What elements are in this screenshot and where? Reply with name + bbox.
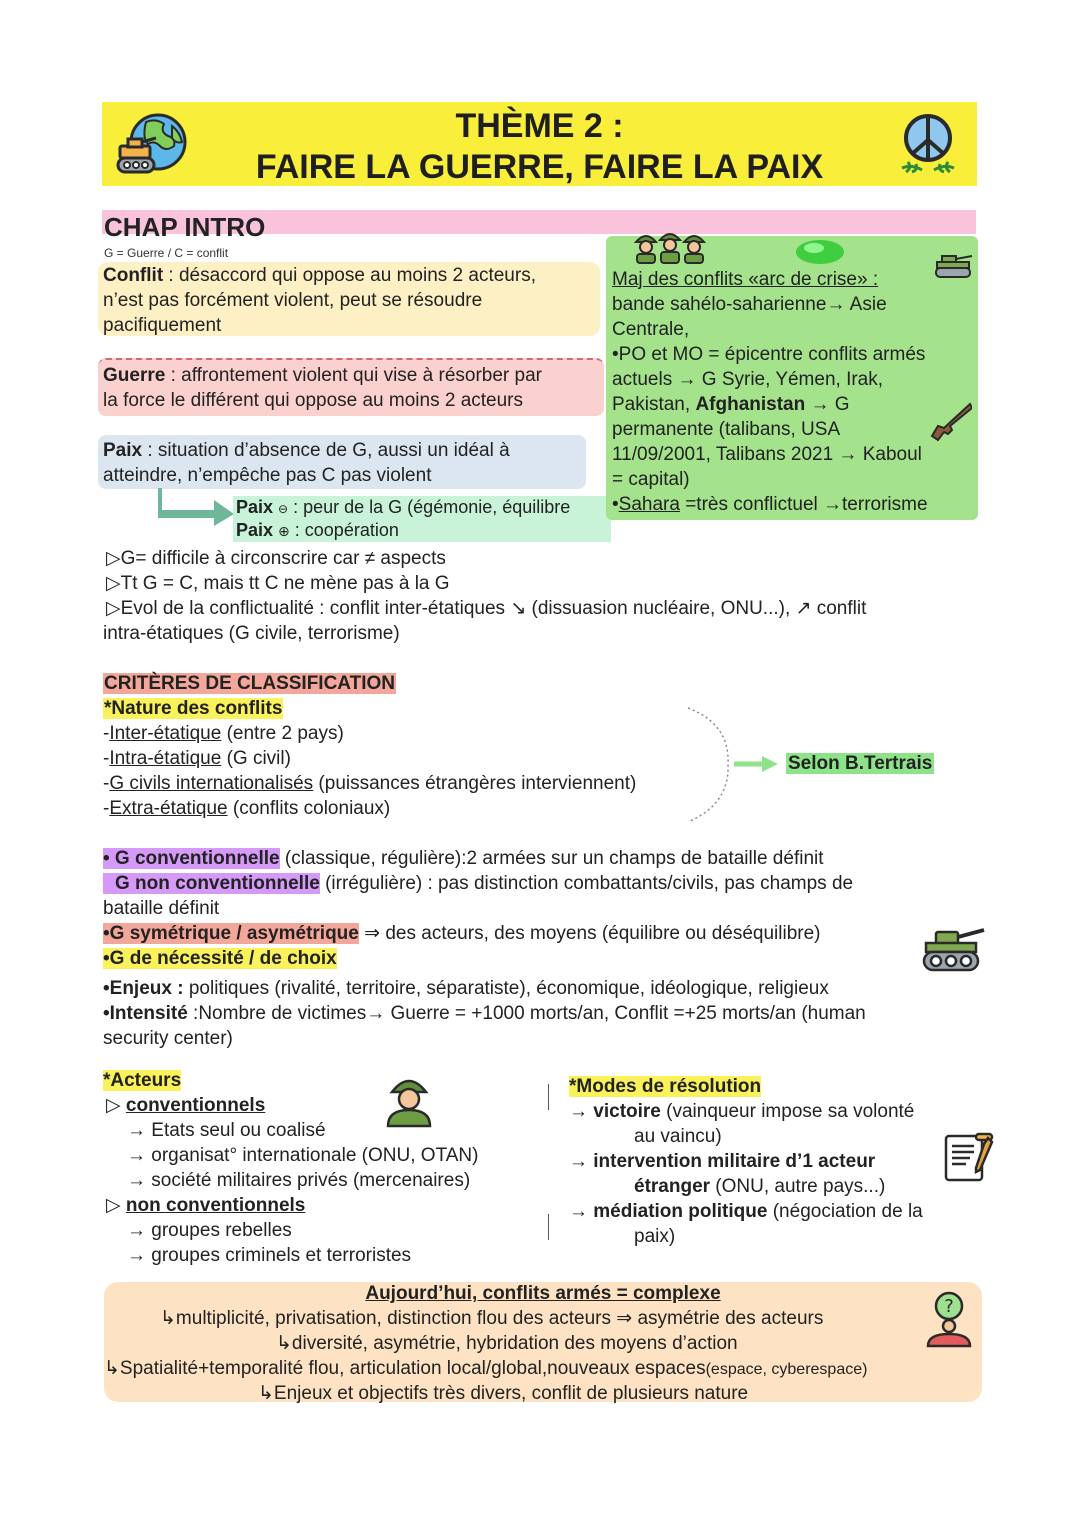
arc-line-7: permanente (talibans, USA	[612, 419, 841, 440]
nature-item-4: -Extra-étatique (conflits coloniaux)	[103, 798, 391, 819]
modes-1	[569, 1099, 914, 1124]
nature-item-1-text: (entre 2 pays)	[221, 723, 344, 744]
note-3-text: Evol de la conflictualité : conflit inter-étatiques ↘ (dissuasion nucléaire, ONU...), ↗ conflit	[120, 598, 867, 619]
criteria-title-text: CRITÈRES DE CLASSIFICATION	[104, 673, 395, 694]
modes-mediation: médiation politique	[593, 1201, 768, 1222]
today-line-3-small: (espace, cyberespace)	[705, 1361, 868, 1378]
conventional-war-line	[103, 846, 824, 871]
paix-text-1: : situation d’absence de G, aussi un idéal à	[142, 440, 510, 461]
hollow-triangle-icon: ▷	[106, 573, 121, 594]
necessity-war-term: •G de nécessité / de choix	[103, 948, 337, 969]
acteurs-c3: → société militaires privés (mercenaires)	[127, 1170, 471, 1191]
modes-title-text: *Modes de résolution	[569, 1076, 762, 1097]
criteria-title	[103, 671, 396, 696]
acteurs-conventional-label: conventionnels	[125, 1095, 266, 1116]
acteurs-c2: → organisat° internationale (ONU, OTAN)	[127, 1145, 479, 1166]
hollow-triangle-icon: ▷	[106, 548, 121, 569]
today-line-1: ↳multiplicité, privatisation, distinction flou des acteurs ⇒ asymétrie des acteurs	[160, 1308, 824, 1329]
today-title-text: Aujourd’hui, conflits armés = complexe	[365, 1283, 721, 1304]
nonconventional-war-term: G non conventionnelle	[103, 873, 320, 894]
sahara-underlined: Sahara	[618, 494, 680, 515]
conventional-war-text: (classique, régulière):2 armées sur un champs de bataille définit	[279, 848, 824, 869]
hollow-triangle-icon: ▷	[106, 598, 121, 619]
paix-definition-line1	[103, 438, 510, 463]
tank-icon	[934, 252, 974, 278]
intensite-line2: security center)	[103, 1028, 233, 1049]
conflit-definition-line3: pacifiquement	[103, 315, 222, 336]
arrow: →	[569, 1201, 594, 1222]
modes-3-text: (négociation de la	[767, 1201, 923, 1222]
globe-tank-icon	[116, 112, 192, 178]
arc-line-6c: → G	[805, 394, 850, 415]
necessity-war-line	[103, 946, 337, 971]
acteurs-conventional	[106, 1093, 265, 1118]
nature-item-1-term: Inter-étatique	[109, 723, 222, 744]
column-divider-bottom	[548, 1214, 549, 1240]
pushpin-icon	[790, 234, 848, 268]
conflit-term: Conflit	[103, 265, 164, 286]
paix-positive-text: : coopération	[289, 520, 399, 540]
modes-victoire: victoire	[593, 1101, 661, 1122]
svg-text:?: ?	[944, 1296, 954, 1317]
nature-item-2-term: Intra-étatique	[109, 748, 222, 769]
modes-2	[569, 1149, 875, 1174]
elbow-arrow-icon	[158, 488, 236, 526]
nature-item-3-text: (puissances étrangères interviennent)	[313, 773, 637, 794]
intensite-term: •Intensité	[103, 1003, 188, 1024]
intensite-line	[103, 1001, 866, 1026]
today-line-3	[104, 1356, 867, 1382]
modes-etranger: étranger	[634, 1176, 711, 1197]
note-3-continued: intra-étatiques (G civile, terrorisme)	[103, 623, 400, 644]
conflit-definition-line1	[103, 263, 536, 288]
guerre-term: Guerre	[103, 365, 166, 386]
arrow: →	[569, 1101, 594, 1122]
abbreviation-legend: G = Guerre / C = conflit	[104, 246, 229, 260]
symmetric-war-term: •G symétrique / asymétrique	[103, 923, 359, 944]
soldier-icon	[384, 1074, 434, 1128]
arrow: →	[569, 1151, 594, 1172]
modes-1-cont: au vaincu)	[634, 1126, 722, 1147]
tank-icon	[922, 924, 986, 972]
paix-definition-line2: atteindre, n’empêche pas C pas violent	[103, 465, 432, 486]
note-2-text: Tt G = C, mais tt C ne mène pas à la G	[120, 573, 450, 594]
guerre-definition-line2: la force le différent qui oppose au moins 2 acteurs	[103, 390, 524, 411]
symmetric-war-line	[103, 921, 820, 946]
today-title	[104, 1281, 982, 1306]
rifle-icon	[930, 402, 972, 442]
guerre-text-1: : affrontement violent qui vise à résorber par	[165, 365, 542, 386]
arc-line-3: Centrale,	[612, 319, 690, 340]
treaty-scroll-icon	[940, 1130, 996, 1186]
modes-2-text: (ONU, autre pays...)	[710, 1176, 886, 1197]
arc-line-6a: Pakistan,	[612, 394, 696, 415]
theme-title-line2: FAIRE LA GUERRE, FAIRE LA PAIX	[255, 148, 824, 186]
nonconventional-war-text: (irrégulière) : pas distinction combattants/civils, pas champs de	[319, 873, 854, 894]
modes-2-cont	[634, 1174, 885, 1199]
theme-header	[102, 102, 977, 186]
arc-line-1	[612, 267, 878, 292]
arc-line-10	[612, 492, 928, 517]
arc-line-10c: =très conflictuel →terrorisme	[679, 494, 928, 515]
today-line-2: ↳diversité, asymétrie, hybridation des moyens d’action	[276, 1333, 738, 1354]
paix-positive-line	[236, 519, 399, 543]
arc-line-5: actuels → G Syrie, Yémen, Irak,	[612, 369, 884, 390]
symmetric-war-text: ⇒ des acteurs, des moyens (équilibre ou déséquilibre)	[358, 923, 821, 944]
selon-tertrais-text: Selon B.Tertrais	[788, 753, 933, 774]
arc-bullet: •	[612, 494, 619, 515]
paix-negative-term: Paix	[236, 497, 274, 517]
nature-item-2-text: (G civil)	[221, 748, 291, 769]
peace-symbol-icon	[894, 110, 962, 180]
arc-line-2: bande sahélo-saharienne→ Asie	[612, 294, 887, 315]
column-divider-top	[548, 1084, 549, 1110]
paix-term: Paix	[103, 440, 143, 461]
note-1-text: G= difficile à circonscrire car ≠ aspects	[120, 548, 446, 569]
hollow-triangle-icon: ▷	[106, 1095, 121, 1116]
conflit-text-1: : désaccord qui oppose au moins 2 acteurs,	[163, 265, 536, 286]
enjeux-text: politiques (rivalité, territoire, séparatiste), économique, idéologique, religieux	[183, 978, 829, 999]
note-2	[106, 571, 450, 596]
acteurs-nonconventional	[106, 1193, 305, 1218]
nature-item-3: -G civils internationalisés (puissances étrangères interviennent)	[103, 773, 637, 794]
arc-line-4: •PO et MO = épicentre conflits armés	[612, 344, 926, 365]
enjeux-line	[103, 976, 829, 1001]
hollow-triangle-icon: ▷	[106, 1195, 121, 1216]
modes-3	[569, 1199, 923, 1224]
selon-tertrais	[786, 751, 934, 776]
nature-title-text: *Nature des conflits	[104, 698, 283, 719]
arc-line-8: 11/09/2001, Talibans 2021 → Kaboul	[612, 444, 922, 465]
guerre-definition-line1	[103, 363, 542, 388]
arc-line-6	[612, 392, 850, 417]
acteurs-nc2: → groupes criminels et terroristes	[127, 1245, 412, 1266]
modes-title	[569, 1074, 761, 1099]
note-3	[106, 596, 866, 621]
paix-negative-text: : peur de la G (égémonie, équilibre	[288, 497, 571, 517]
nature-title	[103, 696, 283, 721]
nonconventional-war-line	[103, 871, 853, 896]
conflit-definition-line2: n’est pas forcément violent, peut se résoudre	[103, 290, 483, 311]
nature-item-2: -Intra-étatique (G civil)	[103, 748, 291, 769]
note-1	[106, 546, 446, 571]
afghanistan-bold: Afghanistan	[695, 394, 806, 415]
modes-3-cont: paix)	[634, 1226, 676, 1247]
today-line-4: ↳Enjeux et objectifs très divers, conflit de plusieurs nature	[258, 1383, 749, 1404]
acteurs-nc1: → groupes rebelles	[127, 1220, 292, 1241]
chapter-title: CHAP INTRO	[104, 212, 266, 242]
acteurs-title	[103, 1068, 181, 1093]
question-person-icon	[922, 1290, 976, 1348]
nature-item-3-term: G civils internationalisés	[109, 773, 314, 794]
brace-arrow-icon	[684, 704, 788, 824]
modes-1-text: (vainqueur impose sa volonté	[660, 1101, 915, 1122]
paix-positive-term: Paix	[236, 520, 274, 540]
minus-circle-icon: ⊖	[278, 502, 289, 516]
soldiers-group-icon	[632, 230, 708, 264]
enjeux-term: •Enjeux :	[103, 978, 184, 999]
modes-intervention: intervention militaire d’1 acteur	[593, 1151, 876, 1172]
arc-line-9: = capital)	[612, 469, 690, 490]
acteurs-title-text: *Acteurs	[103, 1070, 182, 1091]
acteurs-nonconventional-label: non conventionnels	[125, 1195, 306, 1216]
nonconventional-war-line2: bataille définit	[103, 898, 220, 919]
nature-item-4-text: (conflits coloniaux)	[227, 798, 391, 819]
arc-heading: Maj des conflits «arc de crise» :	[612, 269, 879, 290]
conventional-war-term: • G conventionnelle	[103, 848, 280, 869]
today-line-3-text: ↳Spatialité+temporalité flou, articulation local/global,nouveaux espaces	[104, 1358, 706, 1379]
nature-item-4-term: Extra-étatique	[109, 798, 228, 819]
acteurs-c1: → Etats seul ou coalisé	[127, 1120, 326, 1141]
plus-circle-icon: ⊕	[278, 523, 290, 539]
paix-negative-line	[236, 496, 570, 521]
intensite-text: :Nombre de victimes→ Guerre = +1000 morts/an, Conflit =+25 morts/an (human	[187, 1003, 866, 1024]
nature-item-1: -Inter-étatique (entre 2 pays)	[103, 723, 344, 744]
theme-title-line1: THÈME 2 :	[455, 107, 624, 145]
